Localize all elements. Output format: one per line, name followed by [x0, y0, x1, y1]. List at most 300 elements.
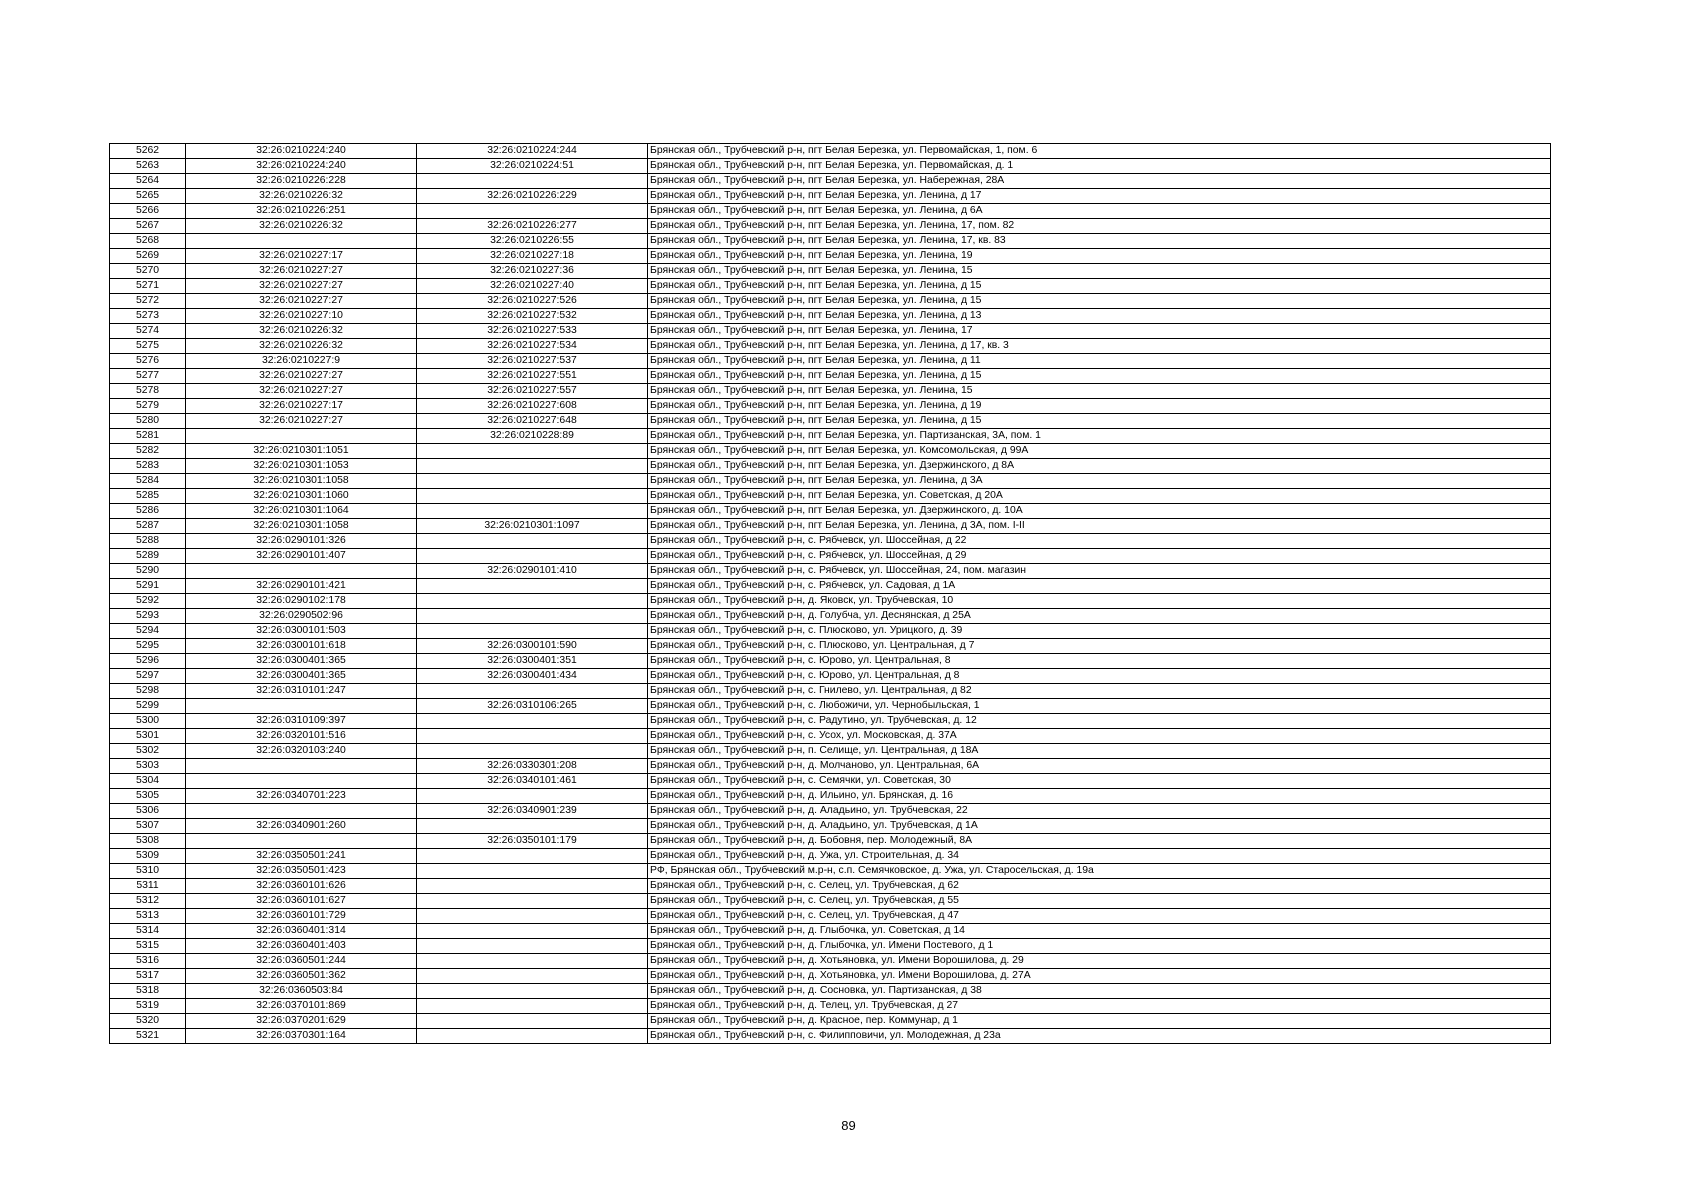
- table-row: [110, 534, 1551, 549]
- cadastral-number-cell: 32:26:0300401:365: [186, 654, 417, 669]
- address-cell: Брянская обл., Трубчевский р-н, пгт Белая Березка, ул. Ленина, 17, кв. 83: [648, 234, 1551, 249]
- address-cell: Брянская обл., Трубчевский р-н, с. Усох, ул. Московская, д. 37А: [648, 729, 1551, 744]
- row-number-cell: 5293: [110, 609, 186, 624]
- address-cell: Брянская обл., Трубчевский р-н, с. Рябчевск, ул. Шоссейная, д 22: [648, 534, 1551, 549]
- cadastral-number-cell: 32:26:0210301:1060: [186, 489, 417, 504]
- row-number-cell: 5314: [110, 924, 186, 939]
- cadastral-number-cell: [186, 429, 417, 444]
- address-cell: Брянская обл., Трубчевский р-н, пгт Белая Березка, ул. Ленина, д 15: [648, 369, 1551, 384]
- row-number-cell: 5275: [110, 339, 186, 354]
- cadastral-number-cell: 32:26:0360401:403: [186, 939, 417, 954]
- address-cell: Брянская обл., Трубчевский р-н, пгт Белая Березка, ул. Набережная, 28А: [648, 174, 1551, 189]
- related-cadastral-number-cell: 32:26:0210227:608: [417, 399, 648, 414]
- cadastral-number-cell: 32:26:0320103:240: [186, 744, 417, 759]
- related-cadastral-number-cell: 32:26:0210227:551: [417, 369, 648, 384]
- cadastral-number-cell: 32:26:0350501:423: [186, 864, 417, 879]
- address-cell: Брянская обл., Трубчевский р-н, пгт Белая Березка, ул. Ленина, 19: [648, 249, 1551, 264]
- related-cadastral-number-cell: 32:26:0300401:351: [417, 654, 648, 669]
- table-row: [110, 819, 1551, 834]
- row-number-cell: 5294: [110, 624, 186, 639]
- related-cadastral-number-cell: [417, 504, 648, 519]
- related-cadastral-number-cell: [417, 684, 648, 699]
- cadastral-number-cell: 32:26:0210227:17: [186, 399, 417, 414]
- table-row: [110, 579, 1551, 594]
- cadastral-number-cell: [186, 564, 417, 579]
- table-row: [110, 594, 1551, 609]
- table-row: [110, 804, 1551, 819]
- related-cadastral-number-cell: 32:26:0290101:410: [417, 564, 648, 579]
- address-cell: Брянская обл., Трубчевский р-н, д. Бобовня, пер. Молодежный, 8А: [648, 834, 1551, 849]
- cadastral-number-cell: 32:26:0210227:27: [186, 264, 417, 279]
- table-row: [110, 429, 1551, 444]
- row-number-cell: 5276: [110, 354, 186, 369]
- table-row: [110, 894, 1551, 909]
- table-row: [110, 744, 1551, 759]
- address-cell: Брянская обл., Трубчевский р-н, д. Голубча, ул. Деснянская, д 25А: [648, 609, 1551, 624]
- cadastral-number-cell: 32:26:0210226:32: [186, 189, 417, 204]
- row-number-cell: 5268: [110, 234, 186, 249]
- related-cadastral-number-cell: [417, 174, 648, 189]
- table-row: [110, 309, 1551, 324]
- cadastral-number-cell: 32:26:0310101:247: [186, 684, 417, 699]
- table-row: [110, 639, 1551, 654]
- address-cell: Брянская обл., Трубчевский р-н, пгт Белая Березка, ул. Первомайская, д. 1: [648, 159, 1551, 174]
- table-row: [110, 924, 1551, 939]
- address-cell: Брянская обл., Трубчевский р-н, с. Юрово, ул. Центральная, 8: [648, 654, 1551, 669]
- row-number-cell: 5287: [110, 519, 186, 534]
- related-cadastral-number-cell: 32:26:0210227:534: [417, 339, 648, 354]
- related-cadastral-number-cell: 32:26:0350101:179: [417, 834, 648, 849]
- address-cell: Брянская обл., Трубчевский р-н, д. Яковск, ул. Трубчевская, 10: [648, 594, 1551, 609]
- cadastral-number-cell: 32:26:0360503:84: [186, 984, 417, 999]
- table-row: [110, 549, 1551, 564]
- row-number-cell: 5288: [110, 534, 186, 549]
- cadastral-number-cell: [186, 234, 417, 249]
- table-row: [110, 414, 1551, 429]
- row-number-cell: 5297: [110, 669, 186, 684]
- address-cell: Брянская обл., Трубчевский р-н, д. Ужа, ул. Строительная, д. 34: [648, 849, 1551, 864]
- related-cadastral-number-cell: [417, 534, 648, 549]
- cadastral-number-cell: 32:26:0210224:240: [186, 159, 417, 174]
- address-cell: Брянская обл., Трубчевский р-н, пгт Белая Березка, ул. Ленина, 15: [648, 384, 1551, 399]
- cadastral-number-cell: 32:26:0290102:178: [186, 594, 417, 609]
- row-number-cell: 5310: [110, 864, 186, 879]
- cadastral-number-cell: 32:26:0370201:629: [186, 1014, 417, 1029]
- cadastral-number-cell: 32:26:0210226:32: [186, 339, 417, 354]
- related-cadastral-number-cell: [417, 1029, 648, 1044]
- related-cadastral-number-cell: 32:26:0210226:277: [417, 219, 648, 234]
- table-row: [110, 954, 1551, 969]
- cadastral-number-cell: 32:26:0310109:397: [186, 714, 417, 729]
- table-row: [110, 159, 1551, 174]
- address-cell: Брянская обл., Трубчевский р-н, д. Ильино, ул. Брянская, д. 16: [648, 789, 1551, 804]
- address-cell: Брянская обл., Трубчевский р-н, с. Селец, ул. Трубчевская, д 62: [648, 879, 1551, 894]
- cadastral-number-cell: 32:26:0210227:17: [186, 249, 417, 264]
- row-number-cell: 5289: [110, 549, 186, 564]
- related-cadastral-number-cell: [417, 969, 648, 984]
- row-number-cell: 5306: [110, 804, 186, 819]
- row-number-cell: 5291: [110, 579, 186, 594]
- table-row: [110, 294, 1551, 309]
- cadastral-number-cell: 32:26:0290101:407: [186, 549, 417, 564]
- address-cell: Брянская обл., Трубчевский р-н, с. Рябчевск, ул. Шоссейная, д 29: [648, 549, 1551, 564]
- related-cadastral-number-cell: [417, 714, 648, 729]
- row-number-cell: 5316: [110, 954, 186, 969]
- table-row: [110, 699, 1551, 714]
- related-cadastral-number-cell: [417, 954, 648, 969]
- table-row: [110, 474, 1551, 489]
- table-row: [110, 279, 1551, 294]
- address-cell: РФ, Брянская обл., Трубчевский м.р-н, с.п. Семячковское, д. Ужа, ул. Старосельская, д. 19а: [648, 864, 1551, 879]
- cadastral-number-cell: 32:26:0370301:164: [186, 1029, 417, 1044]
- cadastral-number-cell: 32:26:0210227:27: [186, 279, 417, 294]
- related-cadastral-number-cell: 32:26:0210227:526: [417, 294, 648, 309]
- related-cadastral-number-cell: 32:26:0210228:89: [417, 429, 648, 444]
- address-cell: Брянская обл., Трубчевский р-н, пгт Белая Березка, ул. Ленина, д 11: [648, 354, 1551, 369]
- cadastral-number-cell: 32:26:0210301:1058: [186, 519, 417, 534]
- cadastral-number-cell: 32:26:0350501:241: [186, 849, 417, 864]
- cadastral-number-cell: 32:26:0210226:32: [186, 324, 417, 339]
- address-cell: Брянская обл., Трубчевский р-н, с. Рябчевск, ул. Садовая, д 1А: [648, 579, 1551, 594]
- cadastral-number-cell: 32:26:0340901:260: [186, 819, 417, 834]
- cadastral-number-cell: [186, 804, 417, 819]
- address-cell: Брянская обл., Трубчевский р-н, пгт Белая Березка, ул. Партизанская, 3А, пом. 1: [648, 429, 1551, 444]
- row-number-cell: 5273: [110, 309, 186, 324]
- row-number-cell: 5279: [110, 399, 186, 414]
- address-cell: Брянская обл., Трубчевский р-н, пгт Белая Березка, ул. Ленина, д 3А, пом. I-II: [648, 519, 1551, 534]
- table-row: [110, 234, 1551, 249]
- related-cadastral-number-cell: [417, 939, 648, 954]
- table-row: [110, 264, 1551, 279]
- table-row: [110, 504, 1551, 519]
- row-number-cell: 5309: [110, 849, 186, 864]
- row-number-cell: 5271: [110, 279, 186, 294]
- cadastral-number-cell: 32:26:0360101:627: [186, 894, 417, 909]
- address-cell: Брянская обл., Трубчевский р-н, с. Плюсково, ул. Центральная, д 7: [648, 639, 1551, 654]
- address-cell: Брянская обл., Трубчевский р-н, с. Юрово, ул. Центральная, д 8: [648, 669, 1551, 684]
- cadastral-number-cell: 32:26:0210227:27: [186, 369, 417, 384]
- cadastral-number-cell: [186, 759, 417, 774]
- row-number-cell: 5313: [110, 909, 186, 924]
- address-cell: Брянская обл., Трубчевский р-н, пгт Белая Березка, ул. Дзержинского, д. 10А: [648, 504, 1551, 519]
- table-row: [110, 849, 1551, 864]
- related-cadastral-number-cell: [417, 999, 648, 1014]
- related-cadastral-number-cell: [417, 819, 648, 834]
- address-cell: Брянская обл., Трубчевский р-н, пгт Белая Березка, ул. Ленина, д 19: [648, 399, 1551, 414]
- cadastral-number-cell: 32:26:0210227:10: [186, 309, 417, 324]
- row-number-cell: 5278: [110, 384, 186, 399]
- address-cell: Брянская обл., Трубчевский р-н, с. Селец, ул. Трубчевская, д 55: [648, 894, 1551, 909]
- cadastral-number-cell: 32:26:0290101:421: [186, 579, 417, 594]
- cadastral-number-cell: 32:26:0300101:503: [186, 624, 417, 639]
- address-cell: Брянская обл., Трубчевский р-н, с. Семячки, ул. Советская, 30: [648, 774, 1551, 789]
- cadastral-number-cell: 32:26:0340701:223: [186, 789, 417, 804]
- row-number-cell: 5298: [110, 684, 186, 699]
- table-row: [110, 999, 1551, 1014]
- row-number-cell: 5292: [110, 594, 186, 609]
- table-row: [110, 249, 1551, 264]
- related-cadastral-number-cell: 32:26:0340901:239: [417, 804, 648, 819]
- table-body: [110, 144, 1551, 1044]
- cadastral-number-cell: 32:26:0360501:244: [186, 954, 417, 969]
- cadastral-number-cell: [186, 834, 417, 849]
- related-cadastral-number-cell: 32:26:0210224:244: [417, 144, 648, 159]
- related-cadastral-number-cell: 32:26:0210227:36: [417, 264, 648, 279]
- row-number-cell: 5304: [110, 774, 186, 789]
- cadastral-number-cell: [186, 699, 417, 714]
- table-row: [110, 519, 1551, 534]
- related-cadastral-number-cell: [417, 549, 648, 564]
- cadastral-number-cell: 32:26:0290101:326: [186, 534, 417, 549]
- table-row: [110, 189, 1551, 204]
- row-number-cell: 5283: [110, 459, 186, 474]
- row-number-cell: 5266: [110, 204, 186, 219]
- row-number-cell: 5301: [110, 729, 186, 744]
- table-row: [110, 729, 1551, 744]
- address-cell: Брянская обл., Трубчевский р-н, д. Хотьяновка, ул. Имени Ворошилова, д. 27А: [648, 969, 1551, 984]
- cadastral-number-cell: 32:26:0320101:516: [186, 729, 417, 744]
- table-row: [110, 174, 1551, 189]
- row-number-cell: 5305: [110, 789, 186, 804]
- row-number-cell: 5281: [110, 429, 186, 444]
- related-cadastral-number-cell: [417, 204, 648, 219]
- related-cadastral-number-cell: [417, 924, 648, 939]
- row-number-cell: 5315: [110, 939, 186, 954]
- related-cadastral-number-cell: [417, 879, 648, 894]
- address-cell: Брянская обл., Трубчевский р-н, д. Глыбочка, ул. Имени Постевого, д 1: [648, 939, 1551, 954]
- table-row: [110, 669, 1551, 684]
- related-cadastral-number-cell: 32:26:0300101:590: [417, 639, 648, 654]
- table-row: [110, 444, 1551, 459]
- cadastral-number-cell: 32:26:0210227:9: [186, 354, 417, 369]
- related-cadastral-number-cell: [417, 624, 648, 639]
- related-cadastral-number-cell: [417, 489, 648, 504]
- table-row: [110, 384, 1551, 399]
- related-cadastral-number-cell: [417, 909, 648, 924]
- related-cadastral-number-cell: [417, 864, 648, 879]
- table-row: [110, 654, 1551, 669]
- row-number-cell: 5264: [110, 174, 186, 189]
- cadastral-number-cell: 32:26:0210224:240: [186, 144, 417, 159]
- cadastral-number-cell: 32:26:0210301:1058: [186, 474, 417, 489]
- row-number-cell: 5299: [110, 699, 186, 714]
- cadastral-number-cell: 32:26:0300101:618: [186, 639, 417, 654]
- row-number-cell: 5274: [110, 324, 186, 339]
- row-number-cell: 5318: [110, 984, 186, 999]
- row-number-cell: 5277: [110, 369, 186, 384]
- cadastral-number-cell: 32:26:0290502:96: [186, 609, 417, 624]
- address-cell: Брянская обл., Трубчевский р-н, с. Плюсково, ул. Урицкого, д. 39: [648, 624, 1551, 639]
- table-row: [110, 339, 1551, 354]
- table-row: [110, 864, 1551, 879]
- row-number-cell: 5286: [110, 504, 186, 519]
- property-table: [109, 143, 1551, 1044]
- row-number-cell: 5290: [110, 564, 186, 579]
- related-cadastral-number-cell: [417, 474, 648, 489]
- address-cell: Брянская обл., Трубчевский р-н, пгт Белая Березка, ул. Ленина, д 15: [648, 414, 1551, 429]
- related-cadastral-number-cell: [417, 984, 648, 999]
- table-row: [110, 714, 1551, 729]
- cadastral-number-cell: 32:26:0210227:27: [186, 294, 417, 309]
- related-cadastral-number-cell: 32:26:0210227:533: [417, 324, 648, 339]
- address-cell: Брянская обл., Трубчевский р-н, с. Рябчевск, ул. Шоссейная, 24, пом. магазин: [648, 564, 1551, 579]
- row-number-cell: 5296: [110, 654, 186, 669]
- address-cell: Брянская обл., Трубчевский р-н, пгт Белая Березка, ул. Ленина, 15: [648, 264, 1551, 279]
- address-cell: Брянская обл., Трубчевский р-н, д. Аладьино, ул. Трубчевская, 22: [648, 804, 1551, 819]
- row-number-cell: 5319: [110, 999, 186, 1014]
- row-number-cell: 5295: [110, 639, 186, 654]
- address-cell: Брянская обл., Трубчевский р-н, пгт Белая Березка, ул. Ленина, 17: [648, 324, 1551, 339]
- table-row: [110, 459, 1551, 474]
- cadastral-number-cell: 32:26:0210301:1051: [186, 444, 417, 459]
- table-row: [110, 324, 1551, 339]
- cadastral-number-cell: 32:26:0210301:1064: [186, 504, 417, 519]
- row-number-cell: 5312: [110, 894, 186, 909]
- related-cadastral-number-cell: 32:26:0310106:265: [417, 699, 648, 714]
- related-cadastral-number-cell: [417, 579, 648, 594]
- row-number-cell: 5308: [110, 834, 186, 849]
- related-cadastral-number-cell: 32:26:0330301:208: [417, 759, 648, 774]
- row-number-cell: 5284: [110, 474, 186, 489]
- table-row: [110, 684, 1551, 699]
- table-row: [110, 399, 1551, 414]
- table-row: [110, 909, 1551, 924]
- related-cadastral-number-cell: 32:26:0210227:40: [417, 279, 648, 294]
- row-number-cell: 5280: [110, 414, 186, 429]
- address-cell: Брянская обл., Трубчевский р-н, пгт Белая Березка, ул. Ленина, д 6А: [648, 204, 1551, 219]
- related-cadastral-number-cell: 32:26:0210227:537: [417, 354, 648, 369]
- row-number-cell: 5307: [110, 819, 186, 834]
- cadastral-number-cell: 32:26:0210301:1053: [186, 459, 417, 474]
- table-row: [110, 1014, 1551, 1029]
- table-row: [110, 759, 1551, 774]
- table-row: [110, 774, 1551, 789]
- table-row: [110, 624, 1551, 639]
- address-cell: Брянская обл., Трубчевский р-н, пгт Белая Березка, ул. Комсомольская, д 99А: [648, 444, 1551, 459]
- row-number-cell: 5265: [110, 189, 186, 204]
- row-number-cell: 5282: [110, 444, 186, 459]
- table-row: [110, 969, 1551, 984]
- row-number-cell: 5303: [110, 759, 186, 774]
- row-number-cell: 5285: [110, 489, 186, 504]
- cadastral-number-cell: 32:26:0300401:365: [186, 669, 417, 684]
- page-number: 89: [841, 1118, 856, 1133]
- related-cadastral-number-cell: [417, 894, 648, 909]
- row-number-cell: 5321: [110, 1029, 186, 1044]
- related-cadastral-number-cell: 32:26:0210224:51: [417, 159, 648, 174]
- table-row: [110, 369, 1551, 384]
- cadastral-number-cell: [186, 774, 417, 789]
- table-row: [110, 789, 1551, 804]
- related-cadastral-number-cell: [417, 744, 648, 759]
- related-cadastral-number-cell: [417, 459, 648, 474]
- related-cadastral-number-cell: 32:26:0210301:1097: [417, 519, 648, 534]
- address-cell: Брянская обл., Трубчевский р-н, с. Гнилево, ул. Центральная, д 82: [648, 684, 1551, 699]
- cadastral-number-cell: 32:26:0360101:729: [186, 909, 417, 924]
- row-number-cell: 5263: [110, 159, 186, 174]
- address-cell: Брянская обл., Трубчевский р-н, пгт Белая Березка, ул. Ленина, д 3А: [648, 474, 1551, 489]
- cadastral-number-cell: 32:26:0370101:869: [186, 999, 417, 1014]
- related-cadastral-number-cell: 32:26:0210227:648: [417, 414, 648, 429]
- related-cadastral-number-cell: [417, 594, 648, 609]
- address-cell: Брянская обл., Трубчевский р-н, д. Хотьяновка, ул. Имени Ворошилова, д. 29: [648, 954, 1551, 969]
- related-cadastral-number-cell: [417, 444, 648, 459]
- cadastral-number-cell: 32:26:0360101:626: [186, 879, 417, 894]
- address-cell: Брянская обл., Трубчевский р-н, пгт Белая Березка, ул. Ленина, д 13: [648, 309, 1551, 324]
- table-row: [110, 984, 1551, 999]
- cadastral-number-cell: 32:26:0360501:362: [186, 969, 417, 984]
- table-row: [110, 939, 1551, 954]
- related-cadastral-number-cell: 32:26:0210226:229: [417, 189, 648, 204]
- address-cell: Брянская обл., Трубчевский р-н, пгт Белая Березка, ул. Ленина, д 15: [648, 279, 1551, 294]
- address-cell: Брянская обл., Трубчевский р-н, с. Любожичи, ул. Чернобыльская, 1: [648, 699, 1551, 714]
- related-cadastral-number-cell: 32:26:0210227:532: [417, 309, 648, 324]
- address-cell: Брянская обл., Трубчевский р-н, с. Селец, ул. Трубчевская, д 47: [648, 909, 1551, 924]
- address-cell: Брянская обл., Трубчевский р-н, с. Филипповичи, ул. Молодежная, д 23а: [648, 1029, 1551, 1044]
- address-cell: Брянская обл., Трубчевский р-н, с. Радутино, ул. Трубчевская, д. 12: [648, 714, 1551, 729]
- related-cadastral-number-cell: [417, 729, 648, 744]
- related-cadastral-number-cell: [417, 609, 648, 624]
- related-cadastral-number-cell: 32:26:0210227:557: [417, 384, 648, 399]
- address-cell: Брянская обл., Трубчевский р-н, пгт Белая Березка, ул. Советская, д 20А: [648, 489, 1551, 504]
- address-cell: Брянская обл., Трубчевский р-н, д. Красное, пер. Коммунар, д 1: [648, 1014, 1551, 1029]
- row-number-cell: 5320: [110, 1014, 186, 1029]
- address-cell: Брянская обл., Трубчевский р-н, пгт Белая Березка, ул. Ленина, д 17: [648, 189, 1551, 204]
- row-number-cell: 5272: [110, 294, 186, 309]
- table-row: [110, 609, 1551, 624]
- address-cell: Брянская обл., Трубчевский р-н, д. Молчаново, ул. Центральная, 6А: [648, 759, 1551, 774]
- table-row: [110, 144, 1551, 159]
- table-row: [110, 879, 1551, 894]
- related-cadastral-number-cell: 32:26:0210226:55: [417, 234, 648, 249]
- row-number-cell: 5300: [110, 714, 186, 729]
- related-cadastral-number-cell: 32:26:0300401:434: [417, 669, 648, 684]
- address-cell: Брянская обл., Трубчевский р-н, д. Глыбочка, ул. Советская, д 14: [648, 924, 1551, 939]
- table-row: [110, 489, 1551, 504]
- row-number-cell: 5267: [110, 219, 186, 234]
- table-row: [110, 1029, 1551, 1044]
- table-row: [110, 219, 1551, 234]
- address-cell: Брянская обл., Трубчевский р-н, д. Аладьино, ул. Трубчевская, д 1А: [648, 819, 1551, 834]
- row-number-cell: 5317: [110, 969, 186, 984]
- address-cell: Брянская обл., Трубчевский р-н, пгт Белая Березка, ул. Первомайская, 1, пом. 6: [648, 144, 1551, 159]
- cadastral-number-cell: 32:26:0210226:251: [186, 204, 417, 219]
- cadastral-number-cell: 32:26:0210227:27: [186, 384, 417, 399]
- table-row: [110, 204, 1551, 219]
- row-number-cell: 5269: [110, 249, 186, 264]
- related-cadastral-number-cell: 32:26:0340101:461: [417, 774, 648, 789]
- cadastral-number-cell: 32:26:0360401:314: [186, 924, 417, 939]
- table-row: [110, 564, 1551, 579]
- address-cell: Брянская обл., Трубчевский р-н, д. Телец, ул. Трубчевская, д 27: [648, 999, 1551, 1014]
- address-cell: Брянская обл., Трубчевский р-н, п. Селище, ул. Центральная, д 18А: [648, 744, 1551, 759]
- cadastral-number-cell: 32:26:0210227:27: [186, 414, 417, 429]
- address-cell: Брянская обл., Трубчевский р-н, пгт Белая Березка, ул. Ленина, д 17, кв. 3: [648, 339, 1551, 354]
- table-row: [110, 834, 1551, 849]
- related-cadastral-number-cell: 32:26:0210227:18: [417, 249, 648, 264]
- related-cadastral-number-cell: [417, 789, 648, 804]
- related-cadastral-number-cell: [417, 1014, 648, 1029]
- row-number-cell: 5270: [110, 264, 186, 279]
- address-cell: Брянская обл., Трубчевский р-н, пгт Белая Березка, ул. Ленина, 17, пом. 82: [648, 219, 1551, 234]
- address-cell: Брянская обл., Трубчевский р-н, пгт Белая Березка, ул. Ленина, д 15: [648, 294, 1551, 309]
- row-number-cell: 5302: [110, 744, 186, 759]
- address-cell: Брянская обл., Трубчевский р-н, д. Сосновка, ул. Партизанская, д 38: [648, 984, 1551, 999]
- row-number-cell: 5262: [110, 144, 186, 159]
- related-cadastral-number-cell: [417, 849, 648, 864]
- table-row: [110, 354, 1551, 369]
- row-number-cell: 5311: [110, 879, 186, 894]
